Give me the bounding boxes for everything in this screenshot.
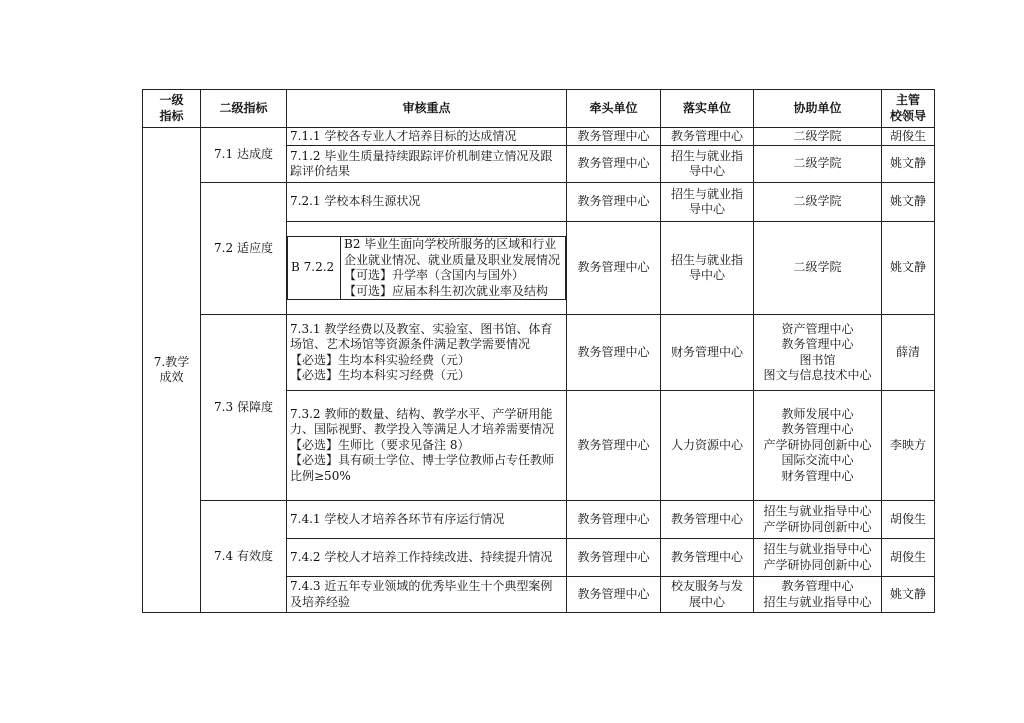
header-focus: 审核重点 xyxy=(287,90,567,128)
assist-line: 国际交流中心 xyxy=(781,453,854,468)
lead-cell: 教务管理中心 xyxy=(567,315,661,391)
assist-cell: 二级学院 xyxy=(754,183,882,222)
table-row xyxy=(143,183,935,222)
impl-cell: 人力资源中心 xyxy=(661,391,754,501)
level2-cell: 7.1 达成度 xyxy=(201,128,287,183)
focus-cell: 7.4.2 学校人才培养工作持续改进、持续提升情况 xyxy=(287,539,567,577)
impl-cell: 招生与就业指导中心 xyxy=(661,222,754,315)
impl-cell: 教务管理中心 xyxy=(661,128,754,146)
lead-cell: 教务管理中心 xyxy=(567,128,661,146)
lead-cell: 教务管理中心 xyxy=(567,222,661,315)
focus-cell: 7.1.2 毕业生质量持续跟踪评价机制建立情况及跟踪评价结果 xyxy=(287,146,567,183)
leader-cell: 姚文静 xyxy=(882,577,935,613)
header-lead-unit: 牵头单位 xyxy=(567,90,661,128)
assist-line: 产学研协同创新中心 xyxy=(763,557,872,572)
impl-cell: 招生与就业指导中心 xyxy=(661,146,754,183)
leader-cell: 薛清 xyxy=(882,315,935,391)
impl-cell: 校友服务与发展中心 xyxy=(661,577,754,613)
lead-cell: 教务管理中心 xyxy=(567,577,661,613)
lead-cell: 教务管理中心 xyxy=(567,501,661,539)
lead-cell: 教务管理中心 xyxy=(567,391,661,501)
focus-cell: 7.1.1 学校各专业人才培养目标的达成情况 xyxy=(287,128,567,146)
assist-line: 教务管理中心 xyxy=(781,579,854,593)
focus-cell xyxy=(287,391,567,501)
leader-cell: 姚文静 xyxy=(882,183,935,222)
assist-line: 教师发展中心 xyxy=(781,406,854,421)
lead-cell: 教务管理中心 xyxy=(567,539,661,577)
focus-line: 【必选】生均本科实验经费（元） xyxy=(290,352,471,367)
assist-line: 产学研协同创新中心 xyxy=(763,519,872,534)
focus-text xyxy=(341,237,566,300)
level2-cell: 7.2 适应度 xyxy=(201,183,287,315)
assist-line: 招生与就业指导中心 xyxy=(763,594,872,609)
header-assist-unit: 协助单位 xyxy=(754,90,882,128)
focus-line: 7.3.1 教学经费以及教室、实验室、图书馆、体育场馆、艺术场馆等资源条件满足教学需要情况 xyxy=(290,321,553,351)
lead-cell: 教务管理中心 xyxy=(567,146,661,183)
assist-cell xyxy=(754,577,882,613)
lead-cell: 教务管理中心 xyxy=(567,183,661,222)
focus-cell: 7.2.1 学校本科生源状况 xyxy=(287,183,567,222)
assist-line: 教务管理中心 xyxy=(781,422,854,437)
assist-line: 资产管理中心 xyxy=(781,321,854,336)
focus-line: 【必选】具有硕士学位、博士学位教师占专任教师比例≥50% xyxy=(290,453,555,483)
leader-cell: 姚文静 xyxy=(882,146,935,183)
focus-line: 【可选】应届本科生初次就业率及结构 xyxy=(344,283,549,298)
impl-cell: 教务管理中心 xyxy=(661,539,754,577)
focus-line: 【必选】生均本科实习经费（元） xyxy=(290,368,471,382)
table-row xyxy=(143,315,935,391)
assist-line: 招生与就业指导中心 xyxy=(763,504,872,518)
impl-cell: 招生与就业指导中心 xyxy=(661,183,754,222)
header-leader: 主管 校领导 xyxy=(882,90,935,128)
focus-cell xyxy=(287,222,567,315)
leader-cell: 胡俊生 xyxy=(882,501,935,539)
assist-line: 财务管理中心 xyxy=(781,468,854,483)
leader-cell: 李映方 xyxy=(882,391,935,501)
focus-line: 7.3.2 教师的数量、结构、教学水平、产学研用能力、国际视野、教学投入等满足人才培养需要情况 xyxy=(290,406,555,437)
assist-line: 图书馆 xyxy=(799,352,836,367)
item-code: B 7.2.2 xyxy=(288,237,341,300)
leader-cell: 胡俊生 xyxy=(882,539,935,577)
impl-cell: 财务管理中心 xyxy=(661,315,754,391)
assist-cell xyxy=(754,539,882,577)
header-row xyxy=(143,90,935,128)
header-impl-unit: 落实单位 xyxy=(661,90,754,128)
assist-line: 教务管理中心 xyxy=(781,337,854,351)
level2-cell: 7.3 保障度 xyxy=(201,315,287,501)
table-row xyxy=(143,128,935,146)
focus-line: 【必选】生师比（要求见备注 8） xyxy=(290,437,470,452)
assist-line: 产学研协同创新中心 xyxy=(763,437,872,452)
table-row xyxy=(143,501,935,539)
assist-line: 图文与信息技术中心 xyxy=(763,368,872,382)
leader-cell: 姚文静 xyxy=(882,222,935,315)
focus-line: B2 毕业生面向学校所服务的区域和行业企业就业情况、就业质量及职业发展情况 xyxy=(344,237,561,267)
assist-cell: 二级学院 xyxy=(754,222,882,315)
review-table xyxy=(142,89,935,613)
focus-line: 【可选】升学率（含国内与国外） xyxy=(344,268,525,282)
assist-cell xyxy=(754,391,882,501)
focus-cell xyxy=(287,315,567,391)
assist-cell xyxy=(754,315,882,391)
header-level1: 一级 指标 xyxy=(143,90,201,128)
assist-line: 招生与就业指导中心 xyxy=(763,542,872,556)
header-level2: 二级指标 xyxy=(201,90,287,128)
focus-cell: 7.4.1 学校人才培养各环节有序运行情况 xyxy=(287,501,567,539)
level2-cell: 7.4 有效度 xyxy=(201,501,287,613)
leader-cell: 胡俊生 xyxy=(882,128,935,146)
assist-cell: 二级学院 xyxy=(754,146,882,183)
assist-cell: 二级学院 xyxy=(754,128,882,146)
focus-cell: 7.4.3 近五年专业领域的优秀毕业生十个典型案例及培养经验 xyxy=(287,577,567,613)
impl-cell: 教务管理中心 xyxy=(661,501,754,539)
focus-subtable xyxy=(287,236,566,300)
assist-cell xyxy=(754,501,882,539)
level1-cell: 7.教学 成效 xyxy=(143,128,201,613)
